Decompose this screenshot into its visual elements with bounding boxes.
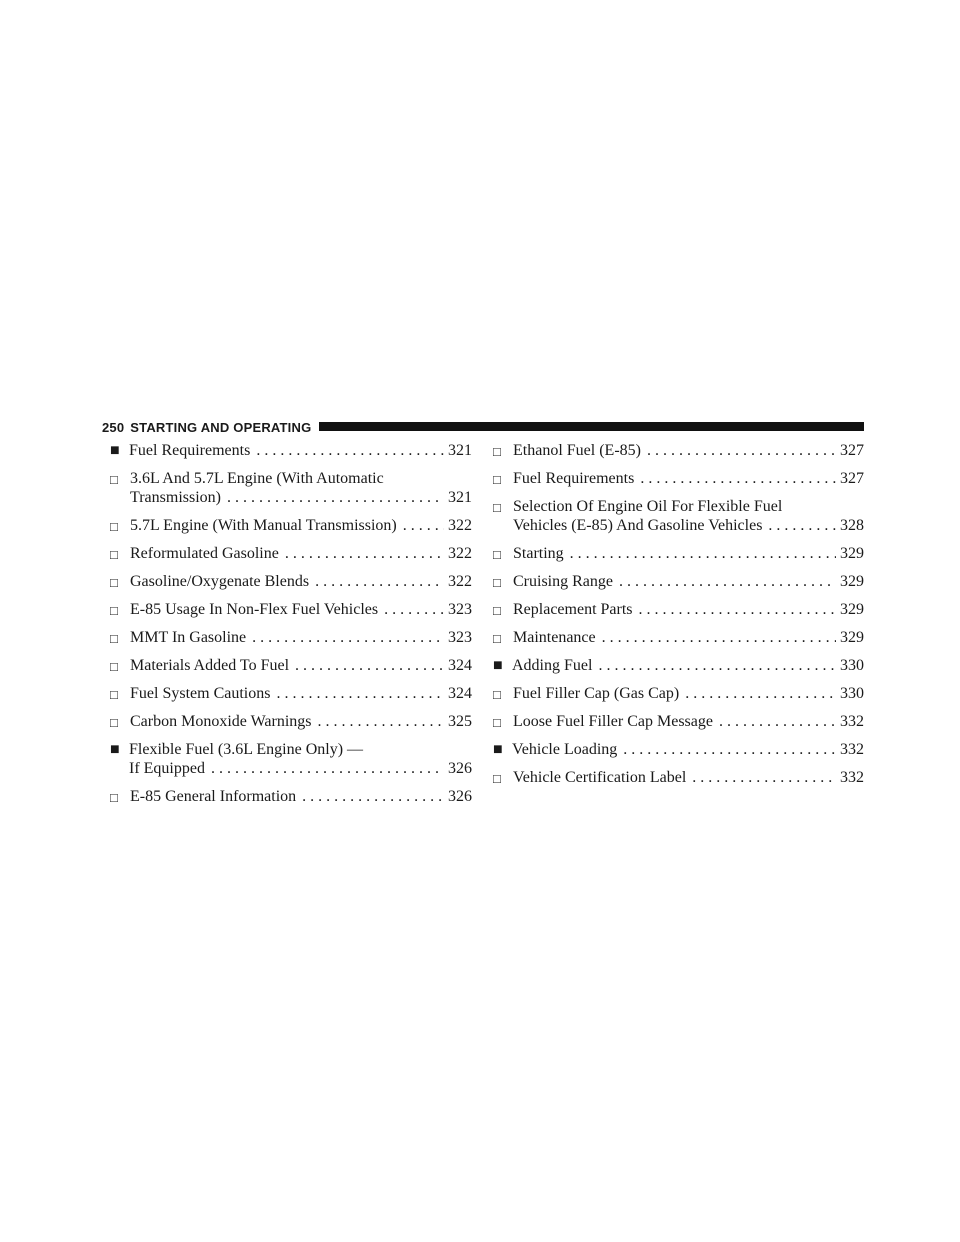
dot-leader <box>564 544 836 563</box>
dot-leader <box>617 740 836 759</box>
toc-page-number: 321 <box>448 442 472 459</box>
dot-leader <box>270 684 444 703</box>
toc-entry-title: Flexible Fuel (3.6L Engine Only) — <box>129 741 364 758</box>
hollow-square-bullet-icon: □ <box>110 790 118 805</box>
dot-leader <box>592 656 836 675</box>
hollow-square-bullet-icon: □ <box>110 659 118 674</box>
toc-entry <box>110 684 472 703</box>
toc-entry-title: Fuel Requirements <box>129 442 251 459</box>
toc-page-number: 332 <box>840 769 864 786</box>
hollow-square-bullet-icon: □ <box>493 771 501 786</box>
dot-leader <box>246 628 444 647</box>
dot-leader <box>762 516 836 535</box>
toc-entry-title: Vehicle Loading <box>512 741 618 758</box>
toc-page-number: 328 <box>840 517 864 534</box>
toc-page-number: 326 <box>448 788 472 805</box>
toc-entry <box>110 572 472 591</box>
toc-entry-title: Vehicle Certification Label <box>513 769 687 786</box>
toc-page-number: 330 <box>840 685 864 702</box>
toc-page-number: 322 <box>448 573 472 590</box>
toc-page-number: 329 <box>840 573 864 590</box>
toc-left-column <box>110 441 472 815</box>
toc-page-number: 332 <box>840 713 864 730</box>
toc-entry <box>493 600 864 619</box>
toc-entry <box>110 656 472 675</box>
toc-entry-title: Loose Fuel Filler Cap Message <box>513 713 713 730</box>
dot-leader <box>312 712 444 731</box>
black-square-bullet-icon: ■ <box>493 657 503 674</box>
dot-leader <box>634 469 836 488</box>
toc-entry-title: Reformulated Gasoline <box>130 545 279 562</box>
toc-entry <box>493 628 864 647</box>
toc-page-number: 327 <box>840 442 864 459</box>
dot-leader <box>250 441 444 460</box>
toc-entry <box>110 628 472 647</box>
black-square-bullet-icon: ■ <box>493 741 503 758</box>
hollow-square-bullet-icon: □ <box>493 575 501 590</box>
hollow-square-bullet-icon: □ <box>110 603 118 618</box>
toc-entry-title: If Equipped <box>129 760 205 777</box>
hollow-square-bullet-icon: □ <box>493 715 501 730</box>
toc-entry-title: Ethanol Fuel (E-85) <box>513 442 641 459</box>
toc-entry <box>110 740 472 778</box>
page-header <box>102 419 864 435</box>
toc-entry <box>110 712 472 731</box>
toc-entry-title: Selection Of Engine Oil For Flexible Fuel <box>513 498 783 515</box>
dot-leader <box>378 600 444 619</box>
toc-page-number: 329 <box>840 545 864 562</box>
hollow-square-bullet-icon: □ <box>110 687 118 702</box>
dot-leader <box>279 544 444 563</box>
toc-page-number: 329 <box>840 601 864 618</box>
toc-page-number: 325 <box>448 713 472 730</box>
toc-entry <box>110 600 472 619</box>
toc-entry-title: Cruising Range <box>513 573 613 590</box>
toc-entry <box>110 544 472 563</box>
hollow-square-bullet-icon: □ <box>493 472 501 487</box>
toc-entry-title: Vehicles (E-85) And Gasoline Vehicles <box>513 517 763 534</box>
toc-entry-title: Adding Fuel <box>512 657 593 674</box>
toc-entry-title: 3.6L And 5.7L Engine (With Automatic <box>130 470 384 487</box>
dot-leader <box>613 572 836 591</box>
dot-leader <box>596 628 836 647</box>
toc-entry <box>493 441 864 460</box>
dot-leader <box>713 712 836 731</box>
toc-entry-title: Starting <box>513 545 564 562</box>
dot-leader <box>205 759 444 778</box>
toc-entry <box>110 516 472 535</box>
section-title: STARTING AND OPERATING <box>130 419 312 435</box>
hollow-square-bullet-icon: □ <box>110 519 118 534</box>
hollow-square-bullet-icon: □ <box>110 547 118 562</box>
toc-entry <box>493 469 864 488</box>
toc-entry-title: Materials Added To Fuel <box>130 657 290 674</box>
toc-page-number: 322 <box>448 517 472 534</box>
toc-page-number: 323 <box>448 601 472 618</box>
toc-entry-title: E-85 General Information <box>130 788 297 805</box>
toc-page-number: 329 <box>840 629 864 646</box>
toc-page-number: 323 <box>448 629 472 646</box>
toc-entry <box>493 572 864 591</box>
dot-leader <box>221 488 444 507</box>
toc-page-number: 324 <box>448 685 472 702</box>
toc-entry <box>493 656 864 675</box>
dot-leader <box>641 441 836 460</box>
dot-leader <box>686 768 836 787</box>
dot-leader <box>309 572 444 591</box>
toc-entry-title: Replacement Parts <box>513 601 633 618</box>
hollow-square-bullet-icon: □ <box>493 547 501 562</box>
toc-entry-title: Fuel System Cautions <box>130 685 271 702</box>
toc-page-number: 324 <box>448 657 472 674</box>
page-number: 250 <box>102 419 125 435</box>
dot-leader <box>289 656 444 675</box>
toc-entry-title: Transmission) <box>130 489 221 506</box>
toc-entry-title: Fuel Filler Cap (Gas Cap) <box>513 685 680 702</box>
toc-entry <box>493 712 864 731</box>
toc-entry-title: MMT In Gasoline <box>130 629 247 646</box>
dot-leader <box>296 787 444 806</box>
hollow-square-bullet-icon: □ <box>493 444 501 459</box>
hollow-square-bullet-icon: □ <box>110 715 118 730</box>
hollow-square-bullet-icon: □ <box>493 631 501 646</box>
toc-page-number: 332 <box>840 741 864 758</box>
hollow-square-bullet-icon: □ <box>493 603 501 618</box>
toc-entry-title: Fuel Requirements <box>513 470 635 487</box>
toc-entry-title: E-85 Usage In Non-Flex Fuel Vehicles <box>130 601 379 618</box>
dot-leader <box>633 600 836 619</box>
hollow-square-bullet-icon: □ <box>110 575 118 590</box>
toc-page-number: 326 <box>448 760 472 777</box>
header-rule <box>319 422 864 431</box>
dot-leader <box>397 516 444 535</box>
toc-entry-title: Carbon Monoxide Warnings <box>130 713 312 730</box>
toc-page-number: 322 <box>448 545 472 562</box>
black-square-bullet-icon: ■ <box>110 442 120 459</box>
toc-page-number: 321 <box>448 489 472 506</box>
toc-entry <box>110 787 472 806</box>
toc-entry <box>493 497 864 535</box>
toc-entry <box>110 441 472 460</box>
dot-leader <box>679 684 836 703</box>
toc-entry-title: Maintenance <box>513 629 596 646</box>
toc-entry <box>493 740 864 759</box>
toc-entry <box>493 768 864 787</box>
hollow-square-bullet-icon: □ <box>493 687 501 702</box>
toc-page-number: 327 <box>840 470 864 487</box>
toc-page-number: 330 <box>840 657 864 674</box>
toc-entry <box>110 469 472 507</box>
hollow-square-bullet-icon: □ <box>110 472 118 487</box>
hollow-square-bullet-icon: □ <box>110 631 118 646</box>
black-square-bullet-icon: ■ <box>110 741 120 758</box>
toc-entry <box>493 544 864 563</box>
toc-entry-title: Gasoline/Oxygenate Blends <box>130 573 310 590</box>
hollow-square-bullet-icon: □ <box>493 500 501 515</box>
toc-entry <box>493 684 864 703</box>
toc-right-column <box>493 441 864 796</box>
toc-entry-title: 5.7L Engine (With Manual Transmission) <box>130 517 397 534</box>
